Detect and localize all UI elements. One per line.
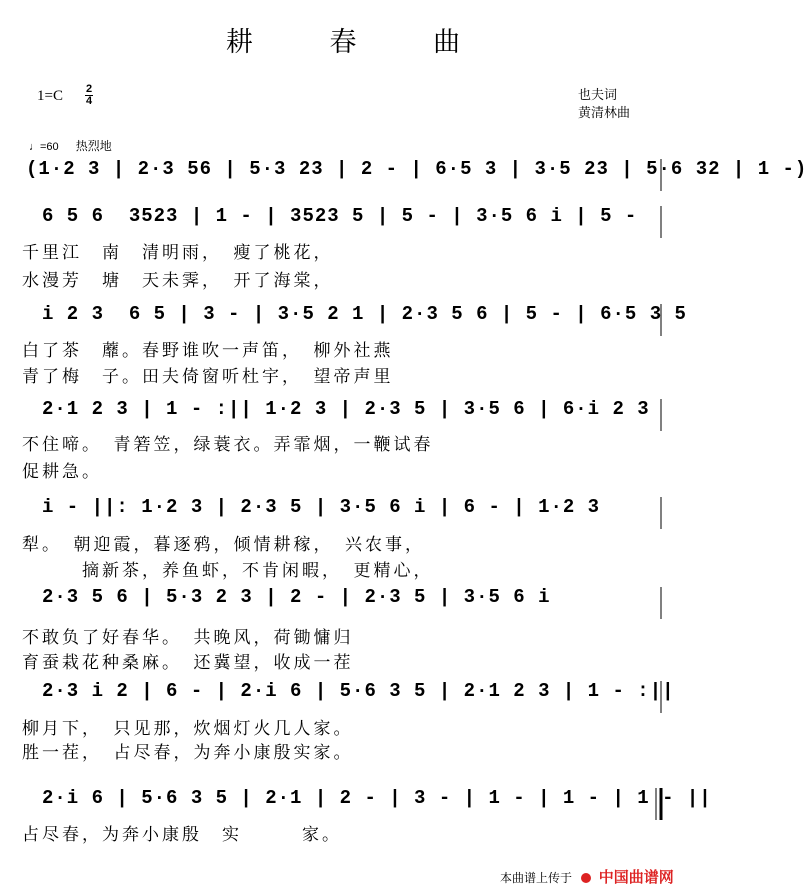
notation: i 2 3 6 5 | 3 - | 3·5 2 1 | 2·3 5 6 | 5 - | 6·5 3 5 [42, 303, 687, 325]
staff-line-6 [22, 583, 662, 623]
composer: 黄清林曲 [578, 105, 631, 120]
lyric-verse-2: 促耕急。 [22, 462, 102, 482]
tempo-marking [29, 137, 112, 154]
notation: 2·3 5 6 | 5·3 2 3 | 2 - | 2·3 5 | 3·5 6 i [42, 586, 551, 608]
lyric-verse-1: 千里江 南 清明雨， 瘦了桃花， [22, 243, 334, 263]
notation: 2·i 6 | 5·6 3 5 | 2·1 | 2 - | 3 - | 1 - | 1 - | 1 - || [42, 787, 712, 809]
key-signature: 1=C [37, 88, 63, 104]
site-name[interactable]: 中国曲谱网 [598, 869, 674, 886]
lyricist: 也夫词 [578, 87, 618, 102]
lyric-verse-1: 不敢负了好春华。 共晚风，荷锄慵归 [22, 628, 354, 648]
site-logo-icon [581, 873, 591, 883]
page-title: 耕 春 曲 [225, 27, 495, 58]
lyric-verse-2: 水漫芳 塘 天未霁， 开了海棠， [22, 271, 334, 291]
lyric-verse-1: 占尽春，为奔小康殷 实 家。 [22, 825, 342, 845]
staff-line-4 [22, 395, 662, 435]
staff-line-1 [22, 155, 807, 195]
staff-line-8 [22, 784, 712, 824]
staff-line-7 [22, 677, 675, 717]
credits [578, 86, 630, 122]
time-signature-bottom: 4 [85, 95, 93, 107]
lyric-verse-2: 青了梅 子。田夫倚窗听杜宇， 望帝声里 [22, 367, 394, 387]
staff-line-2 [22, 202, 662, 242]
notation: 2·3 i 2 | 6 - | 2·i 6 | 5·6 3 5 | 2·1 2 3 | 1 - :|| [42, 680, 675, 702]
upload-footer [500, 866, 674, 887]
lyric-verse-2: 摘新茶，养鱼虾，不肯闲暇， 更精心， [22, 561, 434, 581]
lyric-verse-1: 犁。 朝迎霞，暮逐鸦，倾情耕稼， 兴农事， [22, 535, 425, 555]
lyric-verse-1: 白了茶 蘼。春野谁吹一声笛， 柳外社燕 [22, 341, 394, 361]
time-signature [84, 84, 94, 107]
lyric-verse-1: 柳月下， 只见那，炊烟灯火几人家。 [22, 719, 354, 739]
expression-mark: 热烈地 [75, 139, 112, 153]
staff-line-3 [22, 300, 687, 340]
lyric-verse-2: 胜一茬， 占尽春，为奔小康殷实家。 [22, 743, 354, 763]
lyric-verse-2: 育蚕栽花种桑麻。 还冀望，收成一茬 [22, 653, 354, 673]
time-signature-top: 2 [85, 83, 93, 95]
staff-line-5 [22, 493, 662, 533]
notation: i - ||: 1·2 3 | 2·3 5 | 3·5 6 i | 6 - | 1·2 3 [42, 496, 601, 518]
lyric-verse-1: 不住啼。 青箬笠，绿蓑衣。弄霏烟，一鞭试春 [22, 435, 434, 455]
notation: 2·1 2 3 | 1 - :|| 1·2 3 | 2·3 5 | 3·5 6 | 6·i 2 3 [42, 398, 650, 420]
notation: (1·2 3 | 2·3 56 | 5·3 23 | 2 - | 6·5 3 | 3·5 23 | 5·6 32 | 1 -) [26, 158, 807, 180]
notation: 6 5 6 3523 | 1 - | 3523 5 | 5 - | 3·5 6 i | 5 - [42, 205, 638, 227]
uploaded-text: 本曲谱上传于 [500, 871, 573, 885]
tempo-mark: ♩=60 [29, 141, 59, 153]
